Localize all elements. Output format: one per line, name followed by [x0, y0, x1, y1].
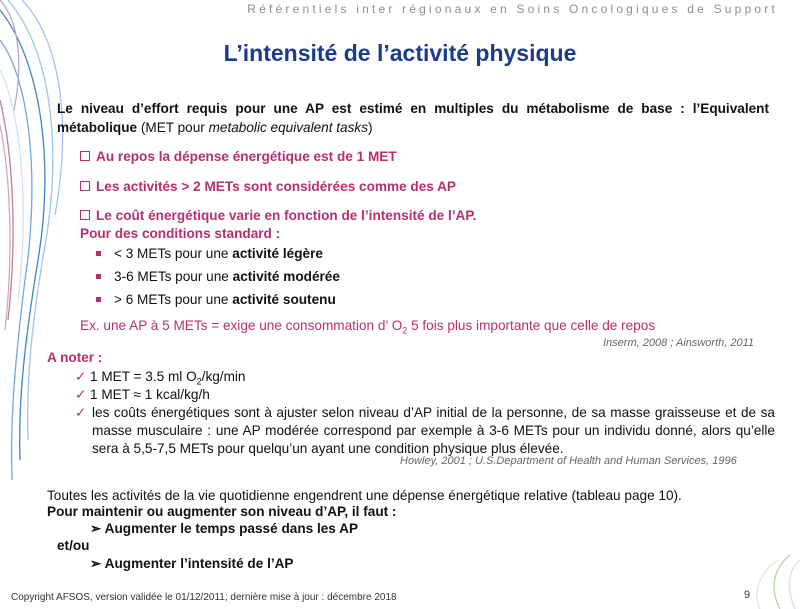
reference-howley: Howley, 2001 ; U.S.Department of Health and Human Services, 1996	[400, 455, 737, 467]
square-bullet-icon	[96, 274, 101, 279]
note-met-o2-part1: 1 MET = 3.5 ml O	[90, 369, 197, 384]
intro-closing-paren: )	[368, 120, 373, 135]
intro-bold-text: Le niveau d’effort requis pour une AP est estimé en multiples du métabolisme de base : l’Equivalent métabolique	[57, 101, 769, 135]
intro-normal-text: (MET pour	[137, 120, 209, 135]
level-moderate	[96, 268, 340, 286]
point-activities	[80, 178, 456, 196]
note-met-o2-part2: /kg/min	[201, 369, 246, 384]
checkmark-icon: ✓	[75, 387, 87, 402]
point-rest	[80, 148, 397, 166]
point-text: Le coût énergétique varie en fonction de l’intensité de l’AP.	[96, 208, 477, 223]
action-time	[90, 520, 358, 538]
level-vigorous	[96, 291, 336, 309]
note-met-kcal-text: 1 MET ≈ 1 kcal/kg/h	[90, 387, 210, 402]
checkbox-icon	[80, 151, 90, 161]
action-intensity	[90, 555, 294, 573]
point-text: Les activités > 2 METs sont considérées comme des AP	[96, 179, 457, 194]
level-label: activité modérée	[232, 269, 340, 284]
page-title: L’intensité de l’activité physique	[223, 40, 577, 66]
intro-italic-text: metabolic equivalent tasks	[208, 120, 369, 135]
page-number: 9	[744, 589, 751, 601]
intro-paragraph	[57, 99, 769, 137]
action-time-text: Augmenter le temps passé dans les AP	[104, 521, 359, 536]
point-cost	[80, 207, 476, 225]
level-prefix: 3-6 METs pour une	[114, 269, 233, 284]
example-subscript: 2	[402, 325, 408, 336]
maintain-heading: Pour maintenir ou augmenter son niveau d’AP, il faut :	[47, 504, 397, 519]
point-text: Au repos la dépense énergétique est de 1 MET	[96, 149, 397, 164]
checkmark-icon: ✓	[75, 369, 87, 384]
level-label: activité soutenu	[232, 292, 336, 307]
square-bullet-icon	[96, 297, 101, 302]
example-text	[80, 318, 655, 336]
example-part2: 5 fois plus importante que celle de repos	[407, 318, 656, 333]
conditions-heading: Pour des conditions standard :	[80, 226, 281, 241]
note-met-kcal	[75, 386, 210, 404]
level-prefix: < 3 METs pour une	[114, 246, 233, 261]
note-heading: A noter :	[47, 350, 103, 365]
note-costs-text: les coûts énergétiques sont à ajuster selon niveau d’AP initial de la personne, de sa masse graisseuse et de sa masse musculaire : une AP modérée correspond par exemple à 3-6 METs pour un individu donné, alors qu’elle sera à 5,5-7,5 METs pour quelqu’un ayant une condition physique plus élevée.	[92, 405, 775, 456]
copyright-footer: Copyright AFSOS, version validée le 01/12/2011; dernière mise à jour : décembre 2018	[11, 592, 397, 603]
reference-inserm: Inserm, 2008 ; Ainsworth, 2011	[603, 337, 755, 349]
arrow-icon: ➢	[90, 521, 105, 536]
action-intensity-text: Augmenter l’intensité de l’AP	[104, 556, 294, 571]
example-part1: Ex. une AP à 5 METs = exige une consommation d’ O	[80, 318, 403, 333]
level-prefix: > 6 METs pour une	[114, 292, 233, 307]
checkbox-icon	[80, 181, 90, 191]
checkmark-icon: ✓	[75, 405, 87, 420]
arrow-icon: ➢	[90, 556, 105, 571]
note-met-o2-subscript: 2	[196, 376, 202, 387]
checkbox-icon	[80, 210, 90, 220]
square-bullet-icon	[96, 251, 101, 256]
level-label: activité légère	[232, 246, 323, 261]
level-light	[96, 245, 323, 263]
and-or-label: et/ou	[57, 538, 90, 553]
daily-activities-text: Toutes les activités de la vie quotidienne engendrent une dépense énergétique relative (tableau page 10).	[47, 488, 682, 503]
header-banner: Référentiels inter régionaux en Soins Oncologiques de Support	[247, 2, 778, 16]
note-costs	[75, 404, 775, 458]
